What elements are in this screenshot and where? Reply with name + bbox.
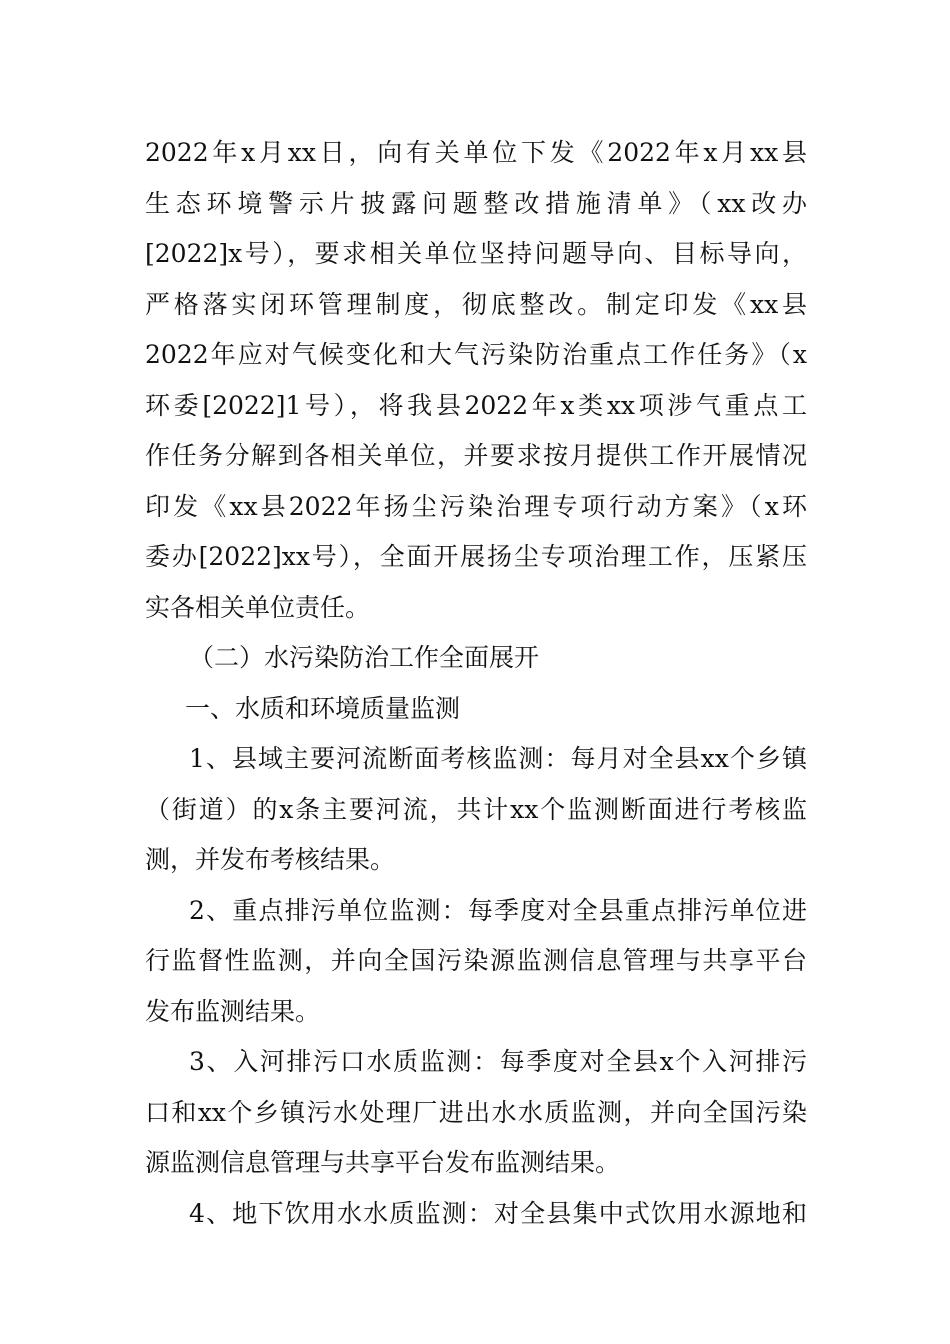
list-item-1-line: 1、县域主要河流断面考核监测：每月对全县xx个乡镇 xyxy=(189,744,807,773)
list-item-2-line: 2、重点排污单位监测：每季度对全县重点排污单位进 xyxy=(189,895,807,925)
text-line: [2022]x号），要求相关单位坚持问题导向、目标导向， xyxy=(145,239,807,268)
text-line: 委办[2022]xx号），全面开展扬尘专项治理工作，压紧压 xyxy=(145,542,807,571)
list-item-3-line: 口和xx个乡镇污水处理厂进出水水质监测，并向全国污染 xyxy=(145,1097,807,1127)
text-line: 印发《xx县2022年扬尘污染治理专项行动方案》（x环 xyxy=(145,491,807,521)
text-line: 严格落实闭环管理制度，彻底整改。制定印发《xx县 xyxy=(145,289,807,319)
text-line: 生态环境警示片披露问题整改措施清单》（xx改办 xyxy=(145,188,807,218)
text-line: 环委[2022]1号），将我县2022年x类xx项涉气重点工 xyxy=(145,390,807,420)
list-item-2-line: 行监督性监测，并向全国污染源监测信息管理与共享平台 xyxy=(145,946,807,975)
list-item-2-line: 发布监测结果。 xyxy=(145,996,321,1026)
text-line: 实各相关单位责任。 xyxy=(145,592,371,622)
document-body xyxy=(145,128,807,1239)
list-item-3-line: 3、入河排污口水质监测：每季度对全县x个入河排污 xyxy=(189,1047,807,1076)
text-line: 2022年应对气候变化和大气污染防治重点工作任务》（x xyxy=(145,340,807,369)
section-heading: （二）水污染防治工作全面展开 xyxy=(189,643,540,672)
subsection-heading: 一、水质和环境质量监测 xyxy=(185,693,461,723)
text-line: 作任务分解到各相关单位，并要求按月提供工作开展情况 xyxy=(145,441,807,470)
list-item-1-line: 测，并发布考核结果。 xyxy=(145,845,396,874)
list-item-4-line: 4、地下饮用水水质监测：对全县集中式饮用水源地和 xyxy=(189,1198,807,1228)
list-item-1-line: （街道）的x条主要河流，共计xx个监测断面进行考核监 xyxy=(145,794,807,824)
text-line: 2022年x月xx日，向有关单位下发《2022年x月xx县 xyxy=(145,138,807,167)
list-item-3-line: 源监测信息管理与共享平台发布监测结果。 xyxy=(145,1148,621,1177)
